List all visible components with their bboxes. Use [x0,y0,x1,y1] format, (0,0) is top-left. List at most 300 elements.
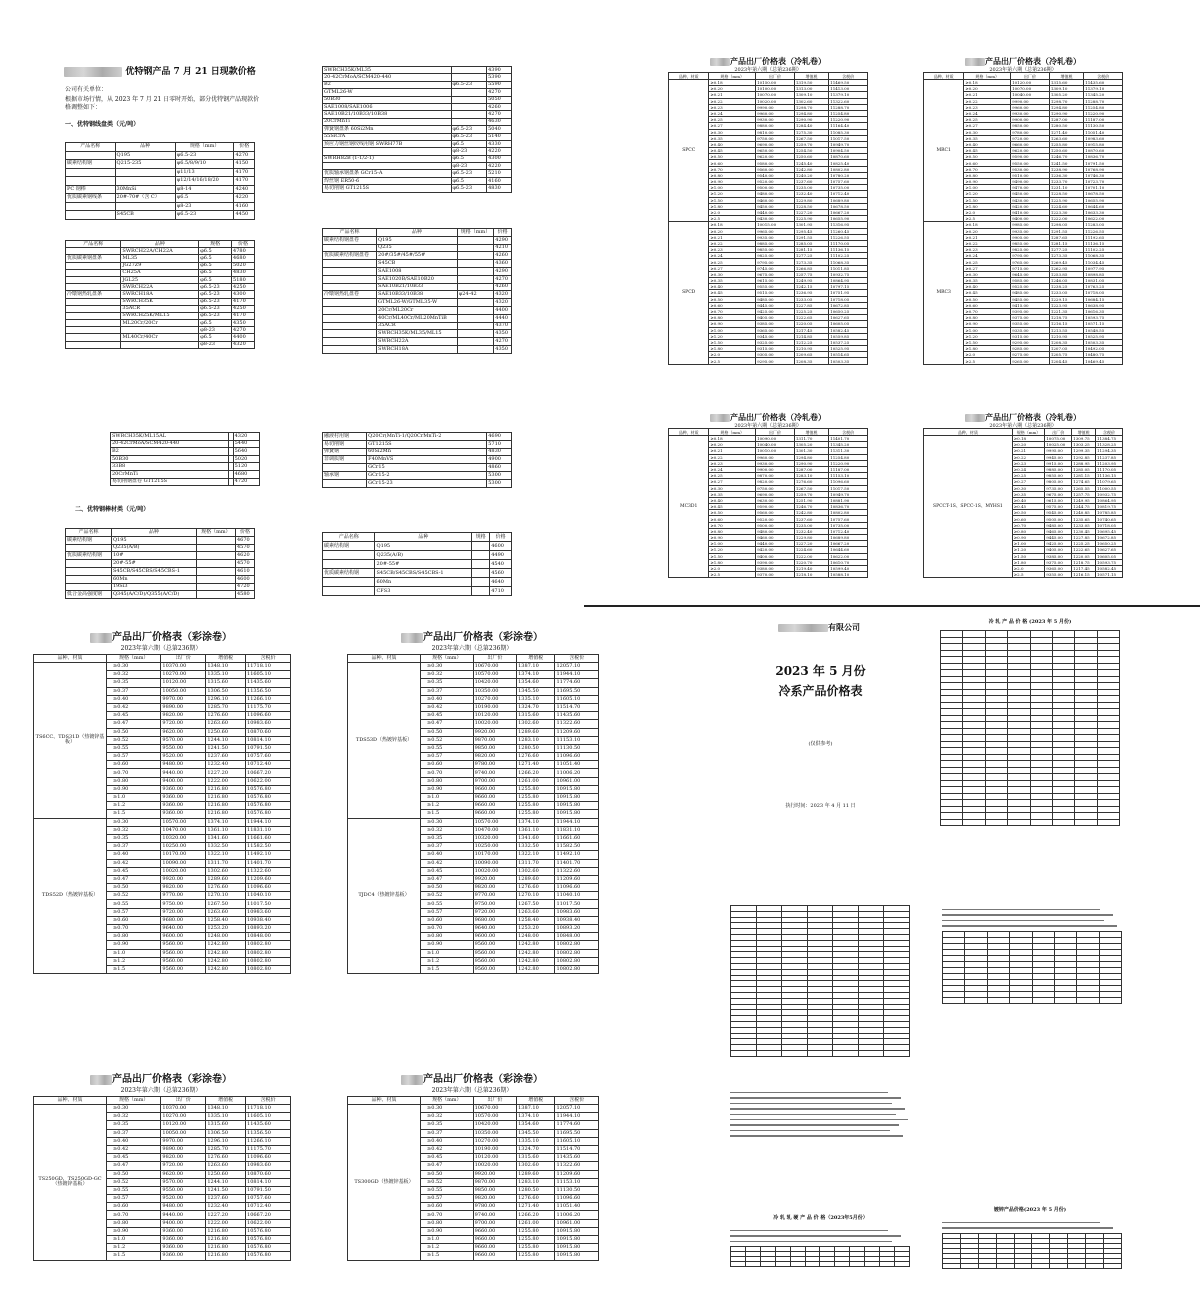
size-cell: ≥0.40 [107,851,161,859]
tax-cell: 1276.60 [206,712,246,720]
tax-cell: 1267.50 [517,900,555,908]
total-cell: 10582.45 [829,327,868,333]
table-cell: 4170 [232,298,255,305]
price-cell: 10270.00 [473,1137,517,1145]
size-cell: ≥1.00 [709,185,756,191]
total-cell: 11096.60 [829,479,868,485]
tax-cell: 1298.70 [1049,98,1083,104]
size-cell: ≥2.5 [964,216,1011,222]
price-cell: 10270.00 [473,695,517,703]
price-cell: 9325.00 [756,339,795,345]
table-row [323,155,512,162]
size-cell: ≥2.0 [709,209,756,215]
tax-cell: 1233.05 [1072,522,1096,528]
tax-cell: 1289.60 [517,875,555,883]
size-cell: ≥0.80 [709,315,756,321]
tax-cell: 1309.75 [1072,436,1096,442]
tax-cell: 1276.60 [517,1195,555,1203]
table-cell: φ8-23 [451,163,487,170]
price-cell: 9620.00 [756,154,795,160]
size-cell: ≥0.60 [421,761,474,769]
table-cell: 4560 [490,569,512,578]
size-cell: ≥0.80 [107,933,161,941]
table-cell: φ6.5 [451,140,487,147]
price-cell: 10420.00 [473,1121,517,1129]
size-cell: ≥0.23 [709,460,756,466]
total-cell: 10932.75 [1096,491,1123,497]
redacted-company [710,58,730,66]
size-cell: ≥0.21 [709,448,756,454]
size-cell: ≥0.45 [964,148,1011,154]
size-cell: ≥0.80 [421,777,474,785]
tax-cell: 1296.10 [206,695,246,703]
tax-cell: 1216.80 [206,1227,246,1235]
tax-cell: 1284.40 [794,123,828,129]
total-cell: 11322.60 [829,98,868,104]
size-cell: ≥0.45 [107,867,161,875]
tax-cell: 1295.45 [794,228,828,234]
size-cell: ≥1.5 [421,965,474,973]
table-row [323,291,512,299]
price-cell: 9560.00 [473,949,517,957]
total-cell: 11226.55 [829,234,868,240]
table-row [348,1105,599,1113]
table-cell: SWRCH22A [121,284,199,291]
price-cell: 9425.00 [1045,541,1072,547]
table-cell [66,544,112,552]
total-cell: 10983.60 [246,908,291,916]
total-cell: 10932.75 [829,271,868,277]
header-cell: 规格（mm） [457,229,494,237]
table-cell: 优质轴承钢盘条 GCr15-A [323,170,452,177]
size-cell: ≥0.37 [107,687,161,695]
total-cell: 10689.80 [829,535,868,541]
total-cell: 11774.60 [555,679,599,687]
table-cell: 焊丝钢 ER50-6 [323,177,452,184]
table-cell: SWRCH35K/ML35 [323,67,452,74]
price-cell: 9490.00 [1011,179,1050,185]
header-cell: 规格（mm） [964,73,1011,80]
total-cell: 10949.70 [829,141,868,147]
table-cell: φ6.5 [199,276,232,283]
size-cell: ≥0.24 [709,110,756,116]
header-cell: 品种、材质 [348,1097,421,1105]
total-cell: 10814.10 [246,1178,291,1186]
size-cell: ≥0.45 [709,290,756,296]
price-cell: 9770.00 [473,892,517,900]
size-cell: ≥0.42 [421,703,474,711]
total-cell: 11469.50 [829,80,868,86]
table-header [924,73,1123,80]
table-cell [323,578,375,587]
tax-cell: 1238.90 [1049,166,1083,172]
total-cell: 11136.15 [829,247,868,253]
tax-cell: 1253.20 [206,925,246,933]
table-cell: φ6.5-23 [451,126,487,133]
table-cell: Q195 [111,536,196,544]
size-cell: ≥0.90 [421,785,474,793]
table-cell [457,236,494,244]
size-cell: ≥0.21 [964,92,1011,98]
tax-cell: 1283.10 [794,473,828,479]
size-cell: ≥0.60 [964,160,1011,166]
table-row [323,433,512,441]
size-cell: ≥0.57 [421,753,474,761]
price-cell: 9590.00 [756,504,795,510]
table-row [66,262,255,269]
mini-cell [1099,997,1121,1003]
may-page-6 [930,1198,1130,1298]
total-cell: 11175.70 [246,703,291,711]
size-cell: ≥0.60 [964,302,1011,308]
total-cell: 11944.10 [555,1113,599,1121]
price-cell: 10020.00 [161,867,206,875]
price-cell: 10090.00 [473,859,517,867]
tax-cell: 1287.00 [1049,117,1083,123]
size-cell: ≥0.30 [964,129,1011,135]
total-cell: 11345.20 [1084,92,1123,98]
tax-cell: 1289.60 [517,728,555,736]
tax-cell: 1271.40 [517,761,555,769]
total-cell: 11435.60 [555,712,599,720]
table-cell [323,299,377,307]
price-cell: 9315.00 [1011,333,1050,339]
tax-cell: 1210.95 [1049,333,1083,339]
price-cell: 9590.00 [1011,154,1050,160]
table-cell [451,111,487,118]
tax-cell: 1216.80 [206,810,246,818]
tax-cell: 1253.85 [1049,271,1083,277]
size-cell: ≥0.22 [709,454,756,460]
size-cell: ≥0.90 [709,321,756,327]
total-cell: 10576.80 [246,1244,291,1252]
total-cell: 11220.90 [1084,110,1123,116]
table-row [323,578,512,587]
header-cell: 出厂价 [1011,73,1050,80]
doc1-intro: 根据市场行情，从 2023 年 7 月 21 日零时开始，部分优特钢产品现款价格调整如下： [65,96,260,111]
tax-cell: 1266.20 [517,769,555,777]
coated-bm-table [347,1096,599,1261]
table-row [66,160,255,169]
tax-cell: 1246.70 [794,504,828,510]
price-cell: 9560.00 [161,957,206,965]
header-cell: 规格 [472,533,490,542]
table-cell: SAE10B21/10B33 [377,283,458,291]
table-cell: GCr15-23 [367,479,487,487]
tax-cell: 1276.60 [794,479,828,485]
redacted-company [401,1075,423,1085]
price-cell: 9445.00 [1045,535,1072,541]
table-cell [66,248,121,255]
table-cell: 低合金高强度钢 [66,591,112,599]
total-cell: 10667.20 [246,1211,291,1219]
table-cell [457,275,494,283]
price-cell: 9720.00 [473,908,517,916]
mini-grid [942,1233,1122,1269]
total-cell: 10751.95 [829,290,868,296]
table-cell: JGL25 [121,276,199,283]
total-cell: 10802.80 [555,949,599,957]
total-cell: 10605.05 [1096,553,1123,559]
table-cell: 4720 [235,583,254,591]
size-cell: ≥1.20 [709,547,756,553]
tax-cell: 1311.70 [794,436,828,442]
price-cell: 9970.00 [161,695,206,703]
table-cell: φ6.5-23 [451,185,487,192]
total-cell: 11718.10 [246,1105,291,1113]
size-cell: ≥0.30 [421,663,474,671]
table-cell: 30MnSi [115,185,175,194]
cold3-title: 产品出厂价格表（冷轧卷） [643,412,893,423]
tax-cell: 1335.10 [517,695,555,703]
table-cell: 4210 [494,244,512,252]
price-cell: 10320.00 [473,834,517,842]
coated-mid-table [347,654,599,974]
table-cell: Q235(A/B) [111,544,196,552]
table-cell: 4490 [490,551,512,560]
size-cell: ≥1.80 [709,203,756,209]
total-cell: 11379.10 [1084,86,1123,92]
price-cell: 9465.00 [1045,528,1072,534]
mini-cell [960,1263,978,1268]
table-cell: 5120 [233,463,259,471]
total-cell: 10678.50 [829,203,868,209]
table-cell [451,118,487,125]
total-cell: 10718.05 [1096,522,1123,528]
size-cell: ≥0.50 [1012,510,1044,516]
total-cell: 11136.15 [1084,240,1123,246]
table-cell: 4640 [490,578,512,587]
price-cell: 9360.00 [161,1252,206,1260]
table-row [66,536,255,544]
table-cell: 优质碳素结构钢 [323,569,375,578]
table-row [323,96,512,103]
tax-cell: 1257.75 [794,271,828,277]
table-row [323,148,512,155]
table-cell: 5300 [487,479,512,487]
tax-cell: 1249.95 [1072,497,1096,503]
size-cell: ≥0.50 [964,296,1011,302]
header-cell: 规格（mm） [709,429,756,436]
total-cell: 11254.80 [829,454,868,460]
table-cell [457,345,494,353]
price-cell: 10170.00 [161,851,206,859]
total-cell: 11164.40 [829,123,868,129]
size-cell: ≥0.42 [107,859,161,867]
price-cell: 9560.00 [161,941,206,949]
table-cell: φ11/13 [175,168,234,177]
price-cell: 9560.00 [756,166,795,172]
may-page-3 [718,893,923,1193]
total-cell: 11130.50 [555,1186,599,1194]
table-cell: SAE1020B/SAE10B20 [377,275,458,283]
mini-cell [1054,997,1076,1003]
table-cell [457,283,494,291]
size-cell: ≥2.5 [964,358,1011,364]
tax-cell: 1227.20 [206,1211,246,1219]
tax-cell: 1259.70 [794,491,828,497]
tax-cell: 1285.70 [206,703,246,711]
price-cell: 9690.00 [756,141,795,147]
price-cell: 9675.00 [1045,491,1072,497]
price-cell: 9745.00 [756,265,795,271]
table-cell: 4860 [487,464,512,472]
table-cell [196,575,235,583]
table-cell [323,163,452,170]
table-cell: 弹簧钢 [323,448,367,456]
redacted-company [90,633,112,643]
tax-cell: 1255.80 [1049,141,1083,147]
tax-cell: 1265.55 [1072,485,1096,491]
table-cell [196,544,235,552]
size-cell: ≥0.32 [107,826,161,834]
header-cell: 出厂价 [161,1097,206,1105]
size-cell: ≥0.90 [1012,535,1044,541]
total-cell: 11492.10 [246,851,291,859]
total-cell: 11096.60 [555,884,599,892]
size-cell: ≥0.70 [107,769,161,777]
doc-page-1 [35,44,285,404]
price-cell: 9720.00 [161,908,206,916]
tax-cell: 1242.80 [206,941,246,949]
total-cell: 11944.10 [555,671,599,679]
size-cell: ≥0.21 [964,234,1011,240]
table-cell: 4350 [494,345,512,353]
coated-page-left [8,612,314,1042]
table-cell: 4900 [487,456,512,464]
price-cell: 9780.00 [473,761,517,769]
price-cell: 10075.00 [1045,436,1072,442]
size-cell: ≥0.42 [421,1145,474,1153]
table-cell [323,314,377,322]
table-cell: 5440 [233,440,259,448]
total-cell: 11695.50 [555,687,599,695]
size-cell: ≥0.23 [964,247,1011,253]
size-cell: ≥0.30 [107,1105,161,1113]
size-cell: ≥0.45 [421,712,474,720]
price-cell: 9380.00 [756,565,795,571]
table-cell [457,244,494,252]
total-cell: 11153.10 [829,473,868,479]
table-cell [472,551,490,560]
tax-cell: 1306.50 [206,1129,246,1137]
may-title1: 2023 年 5 月份 [775,664,866,678]
price-cell: 9795.00 [1011,253,1050,259]
table-cell: 20-42CrMoA/SCM420-440 [111,440,229,448]
price-cell: 10120.00 [161,679,206,687]
cold2-issue: 2023年第六期（总第236期） [989,67,1057,73]
total-cell: 10864.95 [1096,497,1123,503]
table-row [66,194,255,203]
table-cell: 碳素结构钢 [66,536,112,544]
price-cell: 10150.00 [756,80,795,86]
table-cell: ML35 [121,255,199,262]
price-cell: 9850.00 [1011,123,1050,129]
table-cell: 4540 [490,560,512,569]
text-line [730,1092,888,1093]
tax-cell: 1280.50 [517,1186,555,1194]
table-header [323,229,512,237]
tax-cell: 1263.60 [206,1162,246,1170]
table-row [66,211,255,220]
total-cell: 10915.80 [1084,141,1123,147]
mini-cell [880,1262,895,1267]
tax-cell: 1345.50 [517,687,555,695]
tax-cell: 1224.60 [794,547,828,553]
tax-cell: 1224.60 [1049,203,1083,209]
text-line [730,1124,899,1125]
header-cell: 含税价 [829,429,868,436]
tax-cell: 1235.00 [794,185,828,191]
size-cell: ≥0.50 [107,728,161,736]
table-cell [196,560,235,568]
price-cell: 10015.00 [756,222,795,228]
size-cell: ≥1.20 [709,191,756,197]
tax-cell: 1219.40 [794,565,828,571]
table-cell: 4830 [487,448,512,456]
size-cell: ≥1.00 [709,541,756,547]
coated-mid-issue: 2023年第六期（总第236期） [431,645,513,652]
price-cell: 9550.00 [161,1186,206,1194]
price-cell: 10120.00 [1011,80,1050,86]
grade-cell: TS6CC、TDS31D（热镀锌基板） [34,663,107,819]
table-cell [115,177,175,186]
header-cell: 品种 [375,533,472,542]
mini-cell [1014,1263,1032,1268]
total-cell: 11068.35 [829,259,868,265]
total-cell: 11435.60 [246,1121,291,1129]
size-cell: ≥0.40 [1012,497,1044,503]
size-cell: ≥0.35 [107,1121,161,1129]
size-cell: ≥0.23 [964,104,1011,110]
total-cell: 11266.10 [246,1137,291,1145]
price-cell: 9960.00 [1011,104,1050,110]
text-line [730,1130,890,1131]
price-cell: 9920.00 [473,728,517,736]
tax-cell: 1277.25 [794,253,828,259]
table-cell: φ6.5 [199,320,232,327]
total-cell: 10576.80 [246,1252,291,1260]
price-cell: 9485.00 [756,296,795,302]
price-cell: 9945.00 [1045,454,1072,460]
size-cell: ≥0.40 [964,141,1011,147]
price-cell: 9920.00 [473,1170,517,1178]
size-cell: ≥1.2 [421,1244,474,1252]
total-cell: 11283.05 [1084,222,1123,228]
tax-cell: 1299.35 [1072,448,1096,454]
table-row [348,818,599,826]
mini-cell [1104,1263,1122,1268]
table-cell [66,341,121,348]
total-cell: 10712.40 [246,1203,291,1211]
size-cell: ≥0.45 [1012,504,1044,510]
size-cell: ≥1.50 [964,339,1011,345]
text-line [942,914,1113,915]
tax-cell: 1227.85 [1072,535,1096,541]
doc4-table-1 [322,432,512,488]
total-cell: 10915.80 [555,1227,599,1235]
tax-cell: 1227.20 [206,769,246,777]
size-cell: ≥0.50 [421,1170,474,1178]
total-cell: 11605.10 [246,671,291,679]
size-cell: ≥0.30 [421,818,474,826]
table-cell: 20CrMnTi [111,470,229,478]
total-cell: 10576.80 [246,794,291,802]
price-cell: 10570.00 [473,671,517,679]
size-cell: ≥0.57 [421,1195,474,1203]
table-cell [115,168,175,177]
redacted-company [965,414,985,422]
